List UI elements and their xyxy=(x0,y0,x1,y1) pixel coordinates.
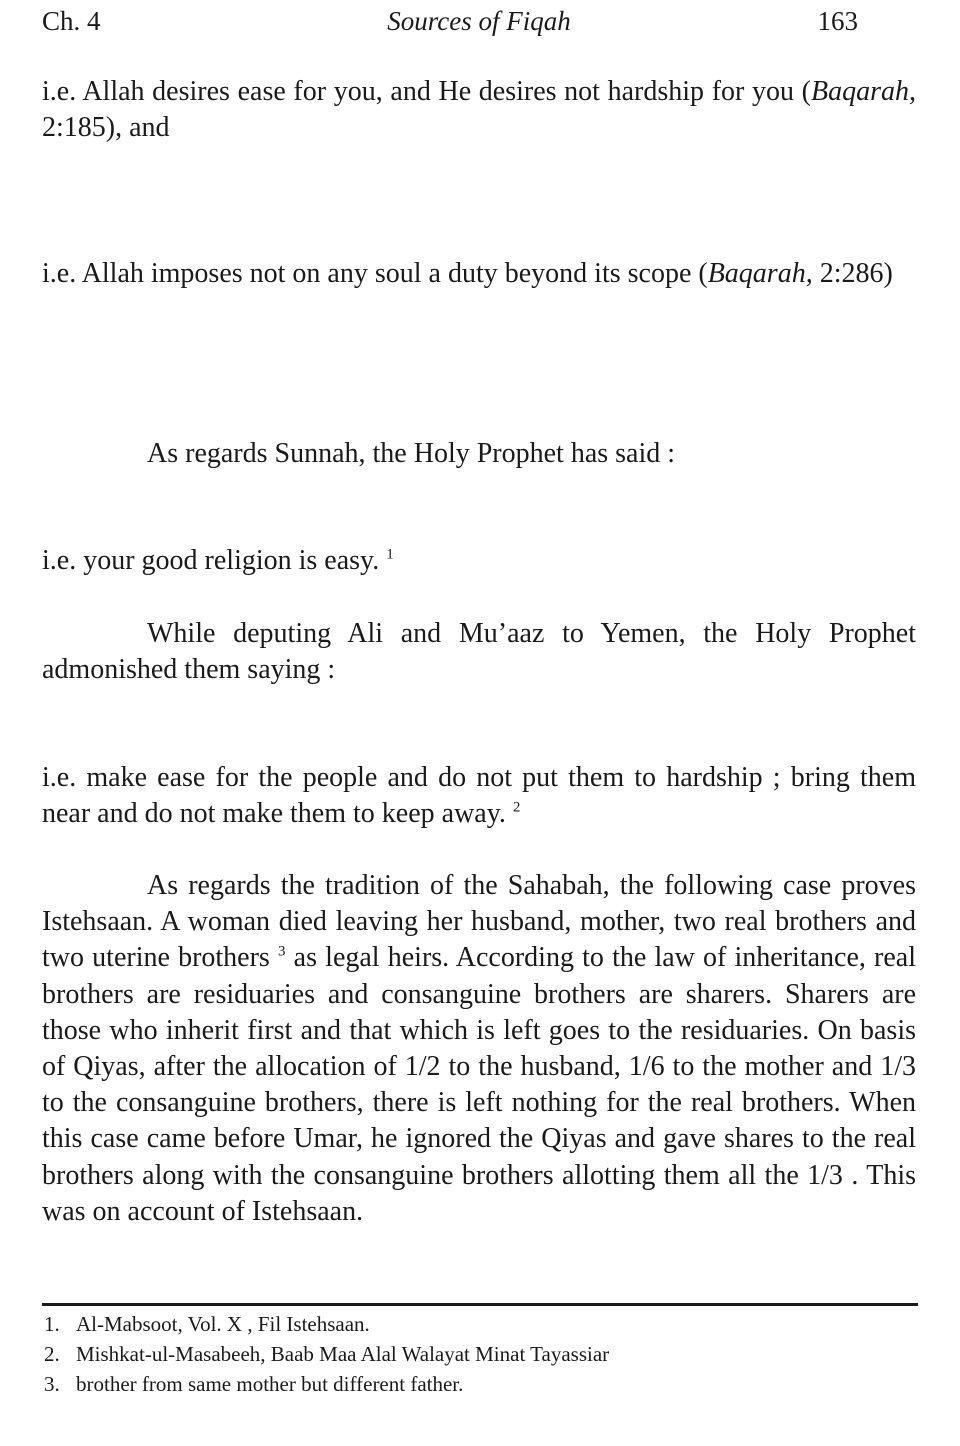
deputing-paragraph: While deputing Ali and Mu’aaz to Yemen, the Holy Prophet admonished them saying : xyxy=(42,618,916,685)
hadith-text: i.e. make ease for the people and do not put them to hardship ; bring them near and do not make them to keep away. xyxy=(42,762,916,829)
sunnah-intro-paragraph: As regards Sunnah, the Holy Prophet has said : xyxy=(147,438,676,469)
footnote-number: 2. xyxy=(44,1342,60,1366)
footnote-item xyxy=(44,1309,916,1339)
verse-translation-baqarah-286 xyxy=(42,256,916,292)
footnote-number: 3. xyxy=(44,1372,60,1396)
running-header xyxy=(42,4,916,38)
footnotes-list xyxy=(44,1309,916,1399)
hadith-text: i.e. your good religion is easy. xyxy=(42,545,380,576)
footnote-number: 1. xyxy=(44,1312,60,1336)
verse-text: i.e. Allah imposes not on any soul a duty beyond its scope ( xyxy=(42,258,708,289)
paragraph-text: As regards the tradition of the Sahabah, the following case proves Istehsaan. A woman died leaving her husband, mother, two real brothers and two uterine brothers xyxy=(42,870,916,974)
surah-name: Baqarah, xyxy=(707,258,813,289)
footnote-text: brother from same mother but different father. xyxy=(76,1372,464,1396)
book-title: Sources of Fiqah xyxy=(387,6,571,36)
surah-name: Baqarah, xyxy=(811,76,916,107)
footnote-text: Al-Mabsoot, Vol. X , Fil Istehsaan. xyxy=(76,1312,370,1336)
paragraph-text-continued: as legal heirs. According to the law of inheritance, real brothers are residuaries and consanguine brothers are sharers. Sharers are those who inherit first and that which is left goes to the residuaries. On basis of Qiyas, after the allocation of 1/2 to the husband, 1/6 to the mother and 1/3 to the consanguine brothers, there is left nothing for the real brothers. When this case came before Umar, he ignored the Qiyas and gave shares to the real brothers along with the consanguine brothers allotting them all the 1/3 . This was on account of Istehsaan. xyxy=(42,942,917,1227)
footnote-item xyxy=(44,1369,916,1399)
verse-translation-baqarah-185 xyxy=(42,74,916,146)
chapter-label: Ch. 4 xyxy=(42,6,101,36)
footnote-text: Mishkat-ul-Masabeeh, Baab Maa Alal Walayat Minat Tayassiar xyxy=(76,1342,610,1366)
verse-text: i.e. Allah desires ease for you, and He desires not hardship for you ( xyxy=(42,76,811,107)
verse-reference: 2:185), and xyxy=(42,112,170,143)
hadith-translation-religion xyxy=(42,543,916,579)
footnote-ref-2: 2 xyxy=(512,799,521,816)
verse-reference: 2:286) xyxy=(812,258,893,289)
hadith-translation-ease xyxy=(42,760,916,832)
footnote-divider xyxy=(42,1303,918,1306)
page-number: 163 xyxy=(817,6,858,36)
footnote-ref-1: 1 xyxy=(386,546,394,563)
footnote-item xyxy=(44,1339,916,1369)
sahabah-paragraph xyxy=(42,868,916,1230)
footnote-ref-3: 3 xyxy=(278,944,286,961)
